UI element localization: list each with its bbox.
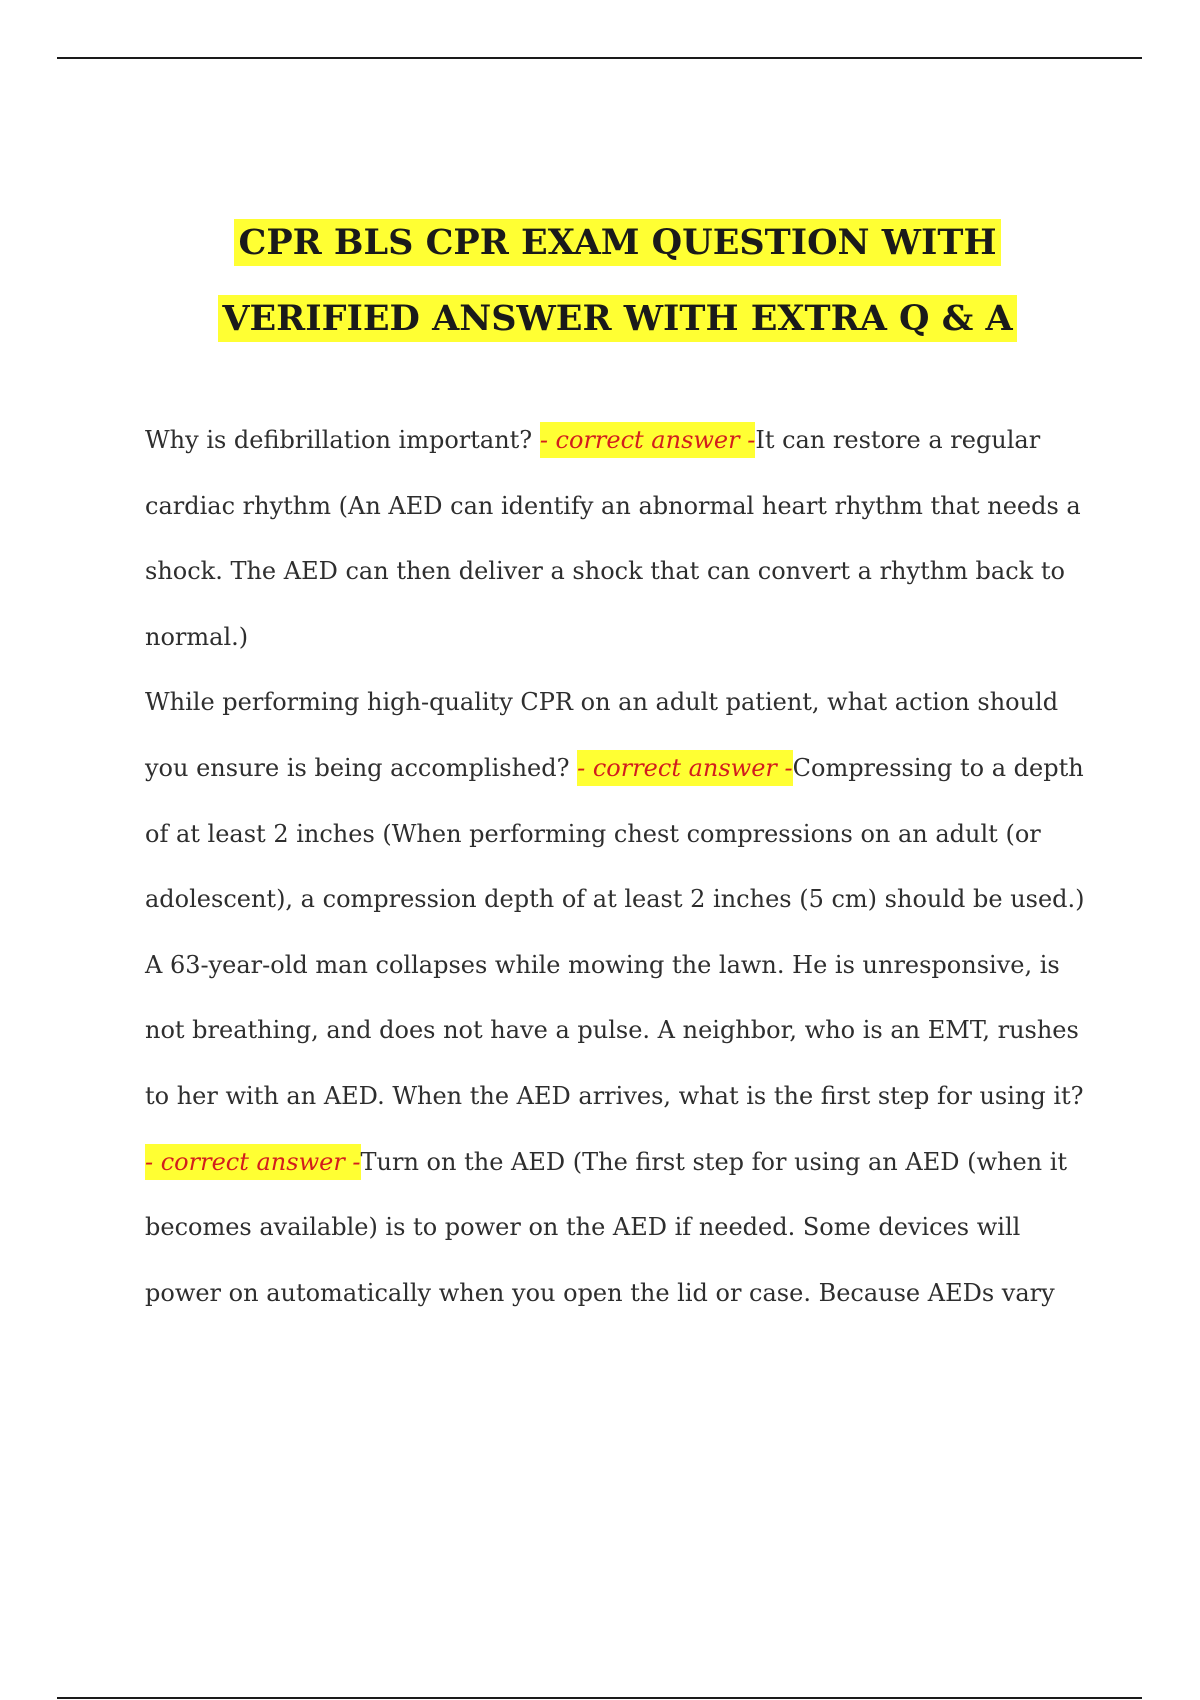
answer-text: Turn on the AED (The first step for using an AED (when it becomes available) is to power on the AED if needed. Some devices will power on automatically when you open the lid or case. Because AEDs vary [145,1147,1068,1307]
title-line-1 [0,205,1200,281]
answer-text: It can restore a regular cardiac rhythm (An AED can identify an abnormal heart rhythm that needs a shock. The AED can then deliver a shock that can convert a rhythm back to normal.) [145,426,1081,651]
correct-answer-marker: - correct answer - [145,1144,361,1180]
answer-text: Compressing to a depth of at least 2 inches (When performing chest compressions on an adult (or adolescent), a compression depth of at least 2 inches (5 cm) should be used.) [145,753,1085,914]
title-line-2 [0,281,1200,357]
qa-body [145,408,1095,1326]
bottom-rule [57,1697,1142,1699]
top-rule [57,57,1142,59]
document-title [0,205,1200,357]
qa-item [145,670,1095,932]
correct-answer-marker: - correct answer - [577,750,793,786]
qa-item [145,408,1095,670]
qa-item [145,933,1095,1327]
correct-answer-marker: - correct answer - [540,422,756,458]
title-line-2-text: VERIFIED ANSWER WITH EXTRA Q & A [218,295,1016,342]
title-line-1-text: CPR BLS CPR EXAM QUESTION WITH [234,219,1000,266]
question-text: While performing high-quality CPR on an adult patient, what action should you ensure is being accomplished? [145,688,1059,782]
question-text: Why is defibrillation important? [145,426,540,454]
question-text: A 63-year-old man collapses while mowing the lawn. He is unresponsive, is not breathing, and does not have a pulse. A neighbor, who is an EMT, rushes to her with an AED. When the AED arrives, what is the first step for using it? [145,950,1084,1110]
